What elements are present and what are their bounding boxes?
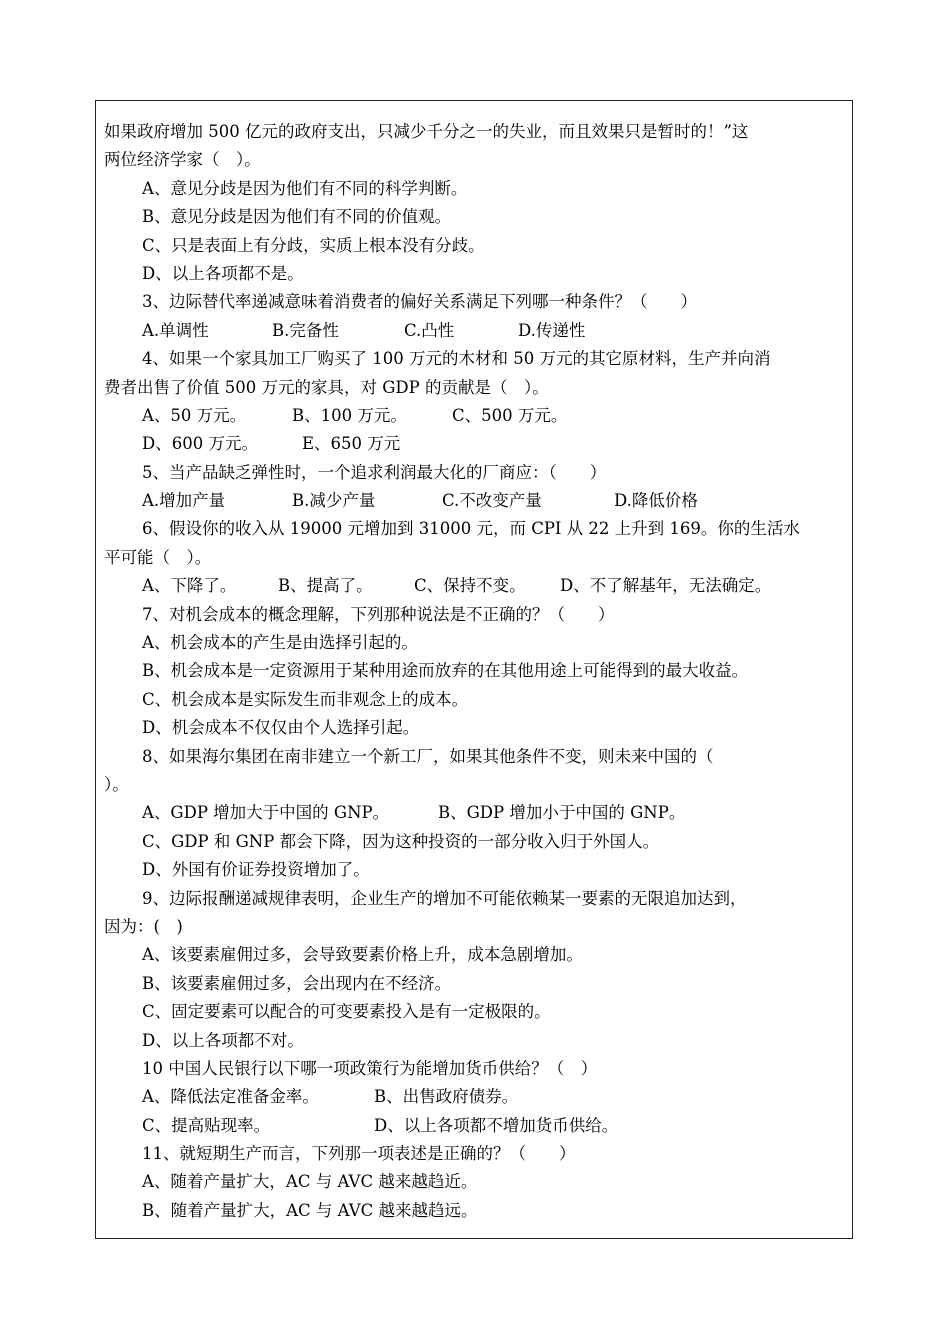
text-line: 如果政府增加 500 亿元的政府支出，只减少千分之一的失业，而且效果只是暂时的！”这 — [104, 122, 749, 141]
option-text: E、650 万元 — [302, 434, 401, 454]
option-text: C、提高贴现率。 — [142, 1115, 271, 1135]
option-text: D.传递性 — [518, 320, 586, 340]
text-line: B、该要素雇佣过多，会出现内在不经济。 — [142, 973, 452, 993]
text-line: A、随着产量扩大，AC 与 AVC 越来越趋近。 — [142, 1172, 478, 1192]
option-text: B、100 万元。 — [292, 405, 407, 425]
option-text: A.单调性 — [142, 320, 209, 340]
option-text: D、不了解基年，无法确定。 — [560, 576, 772, 596]
text-line: 5、当产品缺乏弹性时，一个追求利润最大化的厂商应：（ ） — [142, 462, 607, 482]
text-line: 10 中国人民银行以下哪一项政策行为能增加货币供给？（ ） — [142, 1058, 598, 1078]
option-text: A.增加产量 — [142, 491, 226, 511]
option-text: A、降低法定准备金率。 — [142, 1087, 319, 1107]
text-line: A、机会成本的产生是由选择引起的。 — [142, 633, 418, 653]
option-row — [104, 487, 846, 515]
text-line: ）。 — [104, 774, 129, 794]
text-line: C、GDP 和 GNP 都会下降，因为这种投资的一部分收入归于外国人。 — [142, 831, 660, 851]
text-line: D、机会成本不仅仅由个人选择引起。 — [142, 718, 420, 738]
text-line: 平可能（ ）。 — [104, 547, 212, 567]
option-row — [104, 1083, 846, 1111]
option-text: A、GDP 增加大于中国的 GNP。 — [142, 803, 390, 823]
text-line: 7、对机会成本的概念理解，下列那种说法是不正确的？（ ） — [142, 604, 615, 624]
option-row — [104, 430, 846, 458]
option-text: C、500 万元。 — [452, 405, 568, 425]
option-row — [104, 402, 846, 430]
text-line: 8、如果海尔集团在南非建立一个新工厂，如果其他条件不变，则未来中国的（ — [142, 746, 714, 766]
option-text: D、600 万元。 — [142, 434, 258, 454]
option-text: A、50 万元。 — [142, 405, 247, 425]
option-text: D、以上各项都不增加货币供给。 — [374, 1115, 619, 1135]
text-line: 9、边际报酬递减规律表明，企业生产的增加不可能依赖某一要素的无限追加达到， — [142, 888, 747, 908]
option-row — [104, 799, 846, 827]
text-line: A、意见分歧是因为他们有不同的科学判断。 — [142, 178, 468, 198]
option-text: B.完备性 — [272, 320, 339, 340]
text-line: 因为：( ) — [104, 916, 183, 936]
option-text: C.凸性 — [404, 320, 455, 340]
text-line: 3、边际替代率递减意味着消费者的偏好关系满足下列哪一种条件？（ ） — [142, 292, 697, 312]
text-line: D、外国有价证券投资增加了。 — [142, 860, 370, 880]
option-text: A、下降了。 — [142, 576, 237, 596]
option-text: D.降低价格 — [614, 491, 698, 511]
question-text-block — [104, 118, 846, 1225]
option-text: B.减少产量 — [292, 491, 376, 511]
option-text: C.不改变产量 — [442, 491, 542, 511]
text-line: B、意见分歧是因为他们有不同的价值观。 — [142, 207, 452, 227]
option-row — [104, 572, 846, 600]
text-line: D、以上各项都不对。 — [142, 1030, 304, 1050]
text-line: D、以上各项都不是。 — [142, 263, 304, 283]
text-line: C、机会成本是实际发生而非观念上的成本。 — [142, 689, 469, 709]
text-line: B、随着产量扩大，AC 与 AVC 越来越趋远。 — [142, 1200, 478, 1220]
option-text: B、GDP 增加小于中国的 GNP。 — [438, 803, 686, 823]
option-text: B、提高了。 — [278, 576, 373, 596]
option-row — [104, 1112, 846, 1140]
text-line: 6、假设你的收入从 19000 元增加到 31000 元，而 CPI 从 22 上升到 169。你的生活水 — [142, 519, 800, 539]
text-line: 费者出售了价值 500 万元的家具，对 GDP 的贡献是（ ）。 — [104, 377, 549, 397]
text-line: A、该要素雇佣过多，会导致要素价格上升，成本急剧增加。 — [142, 945, 583, 965]
text-line: B、机会成本是一定资源用于某种用途而放弃的在其他用途上可能得到的最大收益。 — [142, 661, 749, 681]
text-line: C、只是表面上有分歧，实质上根本没有分歧。 — [142, 235, 485, 255]
question-table-cell — [95, 100, 853, 1239]
option-text: B、出售政府债券。 — [374, 1087, 519, 1107]
text-line: 4、如果一个家具加工厂购买了 100 万元的木材和 50 万元的其它原材料，生产并向消 — [142, 349, 771, 369]
text-line: 11、就短期生产而言，下列那一项表述是正确的？（ ） — [142, 1144, 576, 1164]
option-row — [104, 317, 846, 345]
option-text: C、保持不变。 — [414, 576, 526, 596]
text-line: C、固定要素可以配合的可变要素投入是有一定极限的。 — [142, 1002, 551, 1022]
text-line: 两位经济学家（ ）。 — [104, 150, 261, 170]
